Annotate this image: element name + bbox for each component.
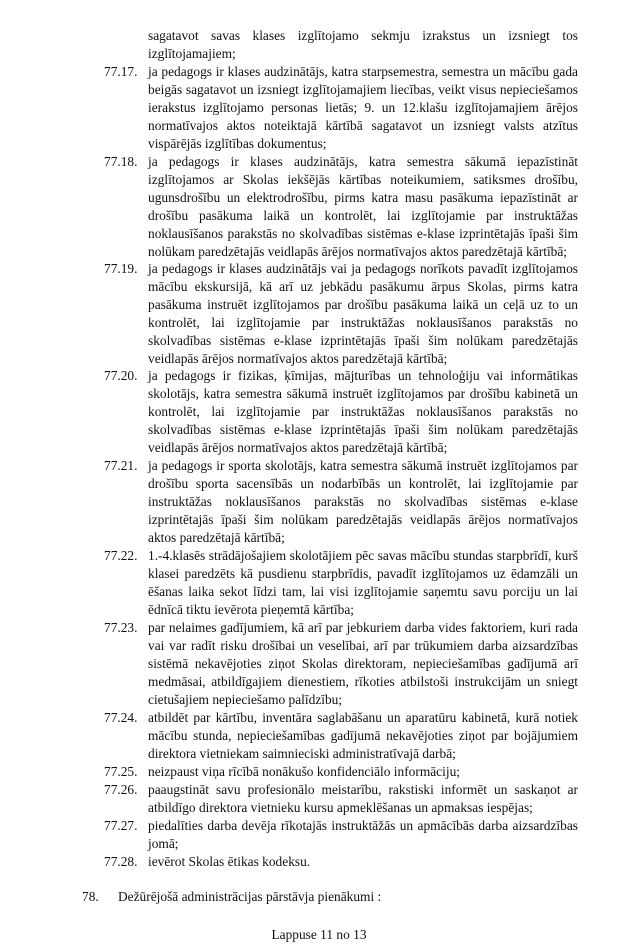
section-title: Dežūrējošā administrācijas pārstāvja pienākumi :	[118, 889, 382, 904]
item-number: 77.25.	[104, 764, 138, 779]
item-number: 77.19.	[104, 261, 138, 276]
list-item	[104, 153, 578, 260]
list-item	[104, 781, 578, 817]
item-text: par nelaimes gadījumiem, kā arī par jebkuriem darba vides faktoriem, kuri rada vai var radīt risku drošībai un veselībai, arī par trūkumiem darba aizsardzības sistēmā nekavējoties ziņot Skolas direktoram, nepieciešamības gadījumā arī medmāsai, atbildīgajiem dienestiem, rīkoties atbilstoši instrukcijām un sniegt cietušajiem nepieciešamo palīdzību;	[148, 620, 578, 707]
list-item	[104, 260, 578, 367]
item-number: 77.28.	[104, 854, 138, 869]
item-number: 77.26.	[104, 782, 138, 797]
section-number: 78.	[82, 889, 99, 904]
item-text: neizpaust viņa rīcībā nonākušo konfidenciālo informāciju;	[148, 764, 460, 779]
section-heading	[82, 888, 381, 906]
item-number: 77.17.	[104, 64, 138, 79]
page-footer: Lappuse 11 no 13	[271, 927, 367, 942]
item-text: 1.-4.klasēs strādājošajiem skolotājiem pēc savas mācību stundas starpbrīdī, kurš klasei paredzēts kā pusdienu starpbrīdis, pavadīt izglītojamos uz ēdamzāli un ēšanas laika sekot līdzi tam, lai visi izglītojamie saņemtu savu porciju un lai ēdnīcā tiktu ievērota pieņemtā kārtība;	[148, 548, 578, 617]
item-number: 77.18.	[104, 154, 138, 169]
item-text: atbildēt par kārtību, inventāra saglabāšanu un aparatūru kabinetā, kurā notiek mācību stunda, nepieciešamības gadījumā nekavējoties ziņot par bojājumiem direktora vietniekam saimnieciski administratīvajā darbā;	[148, 710, 578, 761]
list-item	[104, 367, 578, 457]
list-item	[104, 763, 578, 781]
list-item	[104, 817, 578, 853]
item-text: piedalīties darba devēja rīkotajās instruktāžās un apmācībās darba aizsardzības jomā;	[148, 818, 578, 851]
continued-paragraph: sagatavot savas klases izglītojamo sekmju izrakstus un izsniegt tos izglītojamajiem;	[148, 28, 578, 61]
list-item	[104, 853, 578, 871]
item-number: 77.27.	[104, 818, 138, 833]
list-item	[104, 457, 578, 547]
list-item	[104, 619, 578, 709]
list-item	[104, 547, 578, 619]
list-item	[104, 63, 578, 153]
item-text: ja pedagogs ir klases audzinātājs, katra starpsemestra, semestra un mācību gada beigās sagatavot un izsniegt izglītojamajiem liecības, veikt visus nepieciešamos ierakstus izglītojamo personas lietās; 9. un 12.klašu izglītojamajiem ārējos normatīvajos aktos noteiktajā kārtībā sagatavot un izsniegt valsts atzītus vispārējās izglītības dokumentus;	[148, 64, 578, 151]
item-text: ja pedagogs ir fizikas, ķīmijas, mājturības un tehnoloģiju vai informātikas skolotājs, katra semestra sākumā instruēt izglītojamos par drošību kabinetā un kontrolēt, lai izglītojamie par instruktāžas noklausīšanos parakstās no skolvadības sistēmas e-klase izprintētajās īpaši šim nolūkam paredzētajās veidlapās ārējos normatīvajos aktos paredzētajā kārtībā;	[148, 368, 578, 455]
item-text: ja pedagogs ir klases audzinātājs, katra semestra sākumā iepazīstināt izglītojamos ar Skolas iekšējās kārtības noteikumiem, satiksmes drošību, ugunsdrošību un elektrodrošību, pirms katra masu pasākuma iepazīstināt ar drošību pasākuma laikā un kontrolēt, lai izglītojamie par instruktāžas noklausīšanos parakstās no skolvadības sistēmas e-klase izprintētajās īpaši šim nolūkam paredzētajās veidlapās ārējos normatīvajos aktos paredzētajā kārtībā;	[148, 154, 578, 259]
list-item	[104, 709, 578, 763]
item-number: 77.21.	[104, 458, 138, 473]
item-number: 77.22.	[104, 548, 138, 563]
item-text: ja pedagogs ir klases audzinātājs vai ja pedagogs norīkots pavadīt izglītojamos mācību ekskursijā, kā arī uz jebkādu pasākumu ārpus Skolas, pirms katra pasākuma instruēt izglītojamos par drošību pasākuma laikā un ceļā uz to un kontrolēt, lai izglītojamie par instruktāžas noklausīšanos parakstās no skolvadības sistēmas e-klase izprintētajās īpaši šim nolūkam paredzētajās veidlapās ārējos normatīvajos aktos paredzētajā kārtībā;	[148, 261, 578, 366]
item-text: ievērot Skolas ētikas kodeksu.	[148, 854, 311, 869]
item-number: 77.23.	[104, 620, 138, 635]
item-number: 77.24.	[104, 710, 138, 725]
item-text: paaugstināt savu profesionālo meistarību, rakstiski informēt un saskaņot ar atbildīgo direktora vietnieku kursu apmeklēšanas un apmaksas iespējas;	[148, 782, 578, 815]
item-text: ja pedagogs ir sporta skolotājs, katra semestra sākumā instruēt izglītojamos par drošību sporta sacensībās un nodarbībās un kontrolēt, lai izglītojamie par instruktāžas noklausīšanos parakstās no skolvadības sistēmas e-klase izprintētajās īpaši šim nolūkam paredzētajās veidlapās ārējos normatīvajos aktos paredzētajā kārtībā;	[148, 458, 578, 545]
item-number: 77.20.	[104, 368, 138, 383]
